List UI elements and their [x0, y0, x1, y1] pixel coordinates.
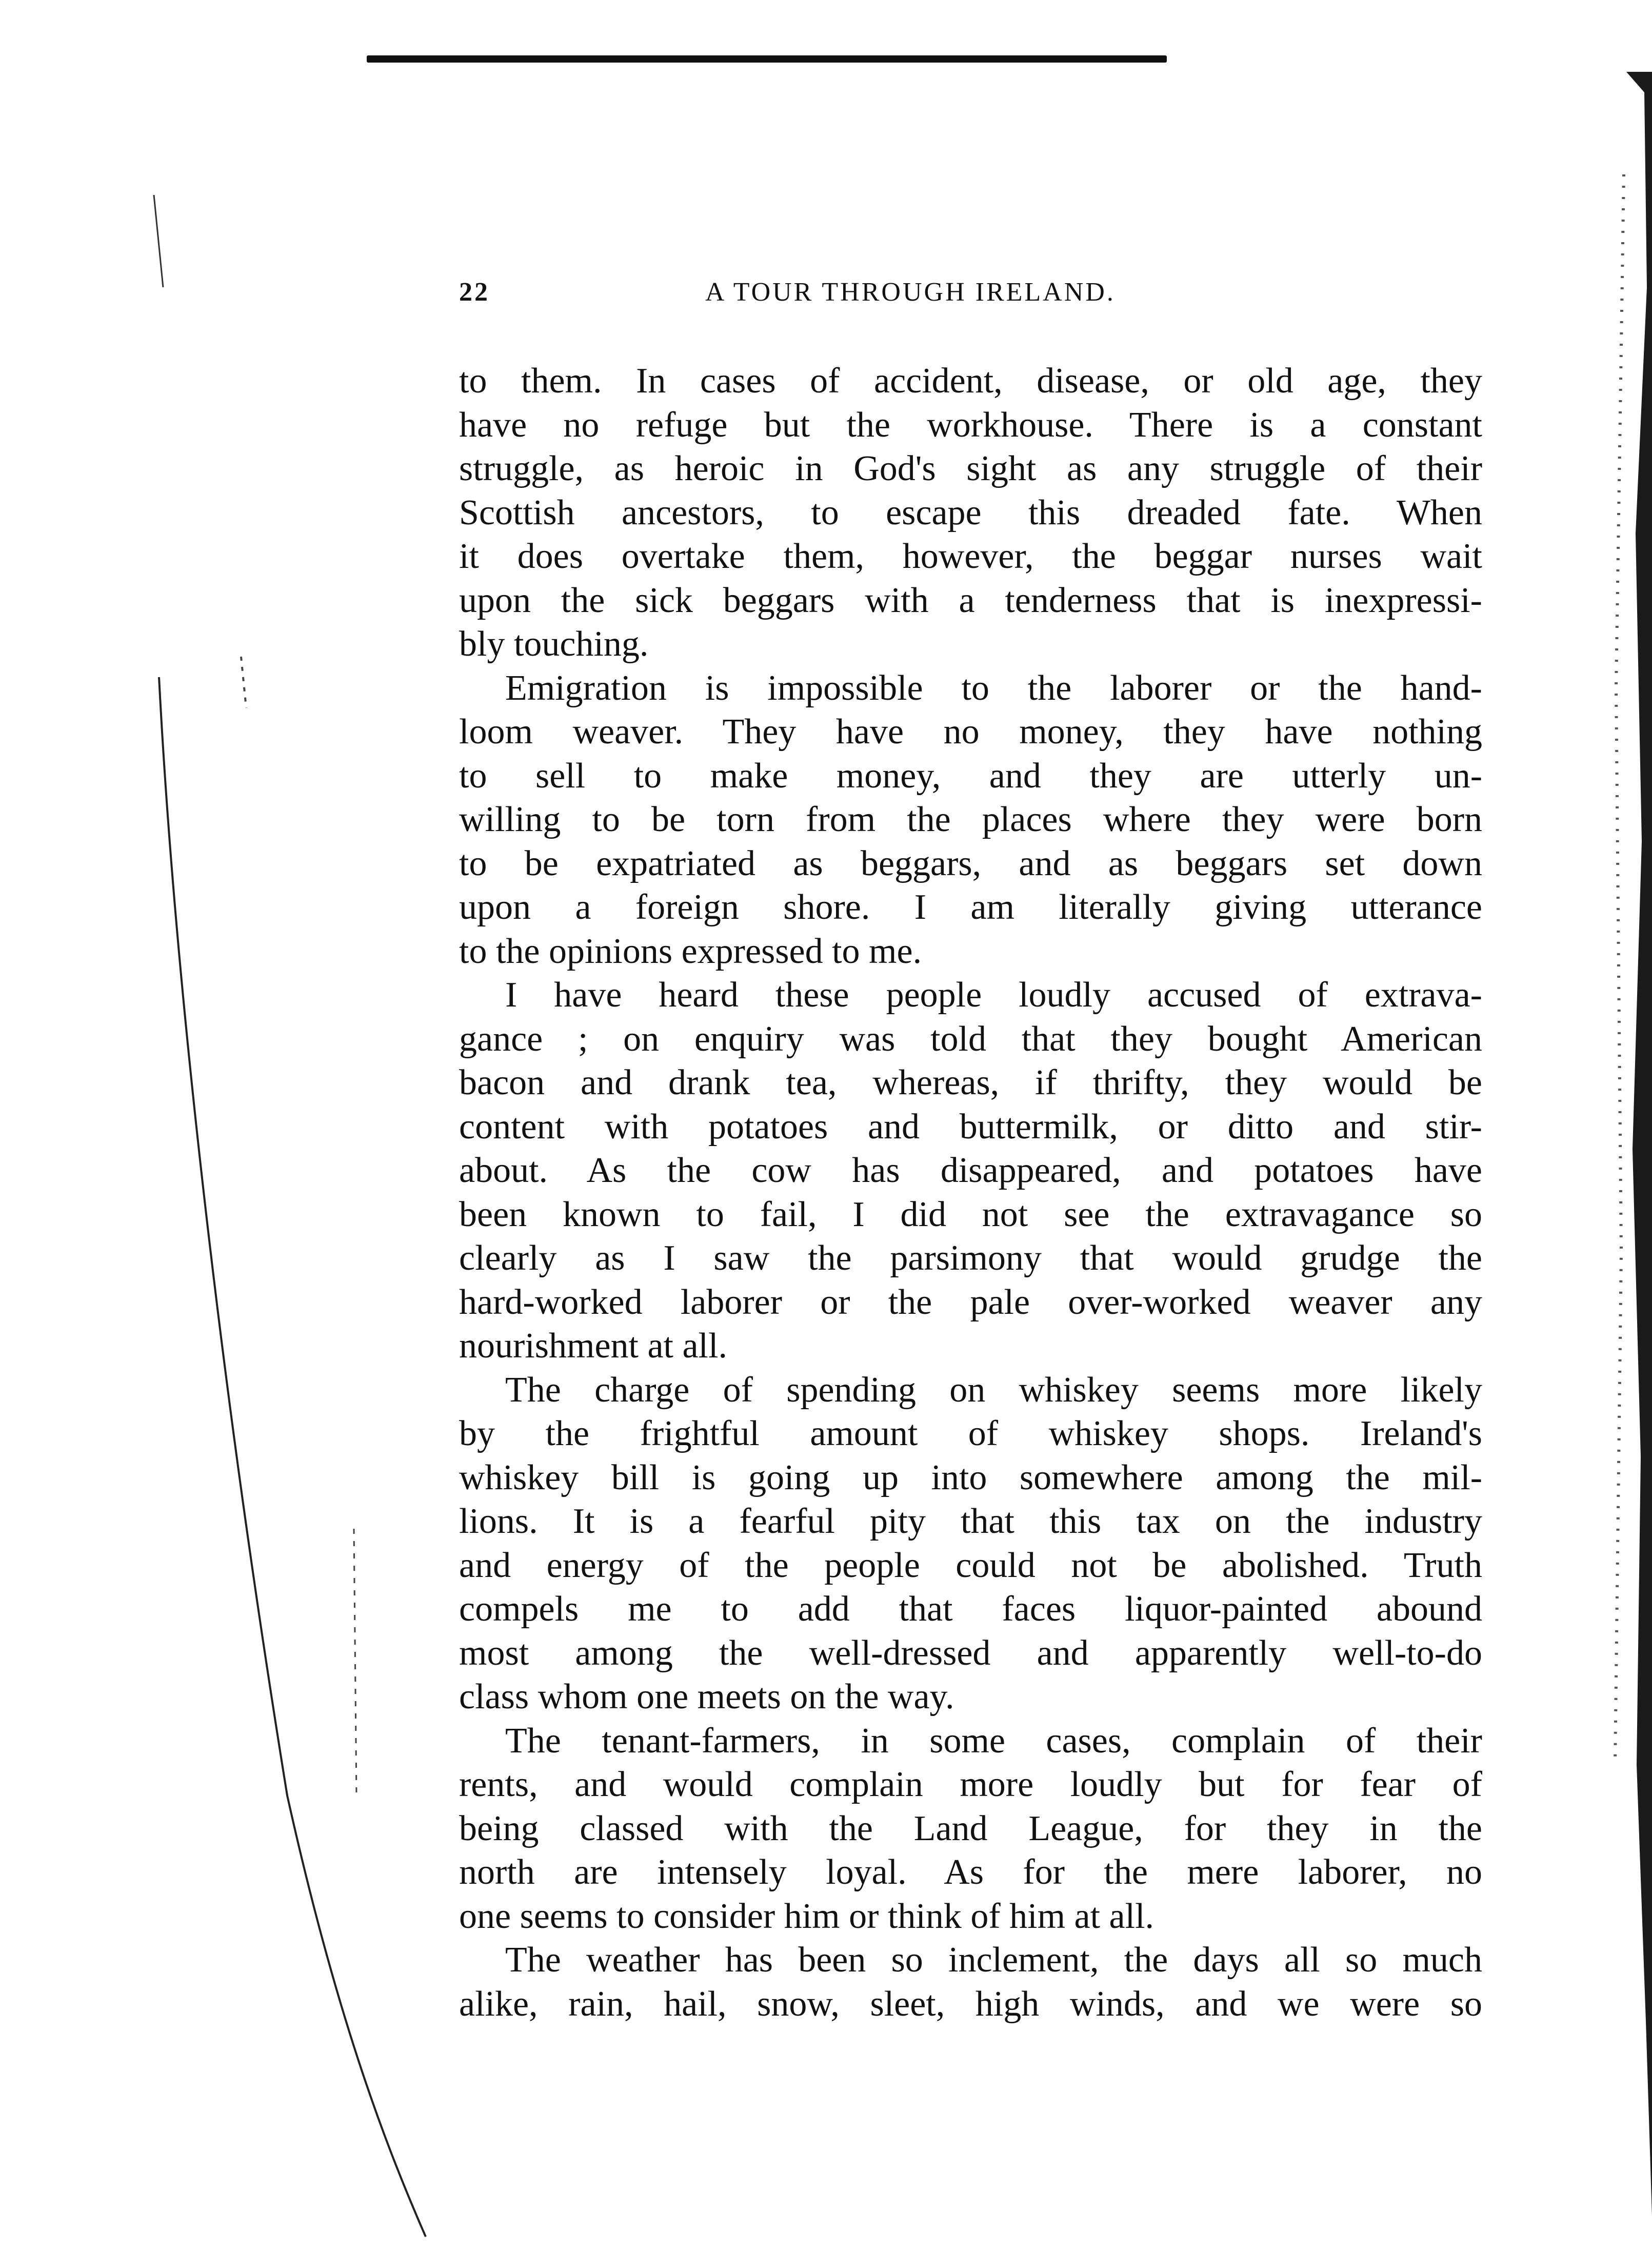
- text-line: gance ; on enquiry was told that they bought American: [459, 1019, 1482, 1059]
- text-line: been known to fail, I did not see the extravagance so: [459, 1194, 1482, 1234]
- text-line: lions. It is a fearful pity that this tax on the industry: [459, 1502, 1482, 1541]
- text-line: one seems to consider him or think of him at all.: [459, 1896, 1155, 1936]
- text-line: north are intensely loyal. As for the mere laborer, no: [459, 1852, 1482, 1892]
- text-line: compels me to add that faces liquor-painted abound: [459, 1589, 1482, 1629]
- text-line: willing to be torn from the places where they were born: [459, 800, 1482, 839]
- text-line: rents, and would complain more loudly but for fear of: [459, 1765, 1482, 1804]
- text-line: bly touching.: [459, 624, 649, 664]
- text-line: loom weaver. They have no money, they have nothing: [459, 712, 1482, 752]
- text-line: and energy of the people could not be abolished. Truth: [459, 1545, 1482, 1585]
- page-number: 22: [459, 278, 490, 307]
- text-line: have no refuge but the workhouse. There is a constant: [459, 405, 1482, 445]
- body-text: [459, 359, 1482, 2026]
- text-line: class whom one meets on the way.: [459, 1677, 954, 1717]
- text-line: The charge of spending on whiskey seems more likely: [505, 1370, 1482, 1410]
- scan-page-edge: [1596, 72, 1652, 2216]
- text-line: most among the well-dressed and apparently well-to-do: [459, 1633, 1482, 1673]
- text-line: hard-worked laborer or the pale over-worked weaver any: [459, 1282, 1482, 1322]
- text-line: by the frightful amount of whiskey shops. Ireland's: [459, 1414, 1482, 1453]
- text-line: it does overtake them, however, the beggar nurses wait: [459, 537, 1482, 576]
- text-line: upon a foreign shore. I am literally giving utterance: [459, 887, 1482, 927]
- running-head: A TOUR THROUGH IRELAND.: [705, 278, 1116, 307]
- paragraph-4: [459, 1368, 1482, 1719]
- text-line: whiskey bill is going up into somewhere among the mil-: [459, 1457, 1482, 1497]
- text-line: content with potatoes and buttermilk, or ditto and stir-: [459, 1107, 1482, 1147]
- page-header: [459, 277, 1239, 313]
- paragraph-1: [459, 359, 1482, 666]
- text-line: to be expatriated as beggars, and as beggars set down: [459, 843, 1482, 883]
- text-line: The weather has been so inclement, the days all so much: [505, 1940, 1482, 1980]
- text-line: Emigration is impossible to the laborer or the hand-: [505, 668, 1482, 708]
- text-line: to them. In cases of accident, disease, or old age, they: [459, 361, 1482, 401]
- paragraph-3: [459, 973, 1482, 1368]
- text-line: being classed with the Land League, for they in the: [459, 1808, 1482, 1848]
- text-line: clearly as I saw the parsimony that would grudge the: [459, 1238, 1482, 1278]
- text-line: about. As the cow has disappeared, and potatoes have: [459, 1151, 1482, 1190]
- text-line: I have heard these people loudly accused of extrava-: [505, 975, 1482, 1015]
- paragraph-5: [459, 1719, 1482, 1939]
- paragraph-2: [459, 666, 1482, 974]
- text-line: nourishment at all.: [459, 1326, 727, 1366]
- text-line: The tenant-farmers, in some cases, complain of their: [505, 1721, 1482, 1761]
- text-line: upon the sick beggars with a tenderness that is inexpressi-: [459, 580, 1482, 620]
- text-line: alike, rain, hail, snow, sleet, high winds, and we were so: [459, 1984, 1482, 2024]
- text-line: Scottish ancestors, to escape this dreaded fate. When: [459, 492, 1482, 532]
- text-line: to sell to make money, and they are utterly un-: [459, 756, 1482, 796]
- text-line: bacon and drank tea, whereas, if thrifty, they would be: [459, 1063, 1482, 1102]
- scan-top-rule: [367, 55, 1167, 63]
- text-line: to the opinions expressed to me.: [459, 931, 922, 971]
- text-line: struggle, as heroic in God's sight as any struggle of their: [459, 449, 1482, 488]
- scan-binding-curve: [0, 0, 462, 2249]
- paragraph-6: [459, 1938, 1482, 2026]
